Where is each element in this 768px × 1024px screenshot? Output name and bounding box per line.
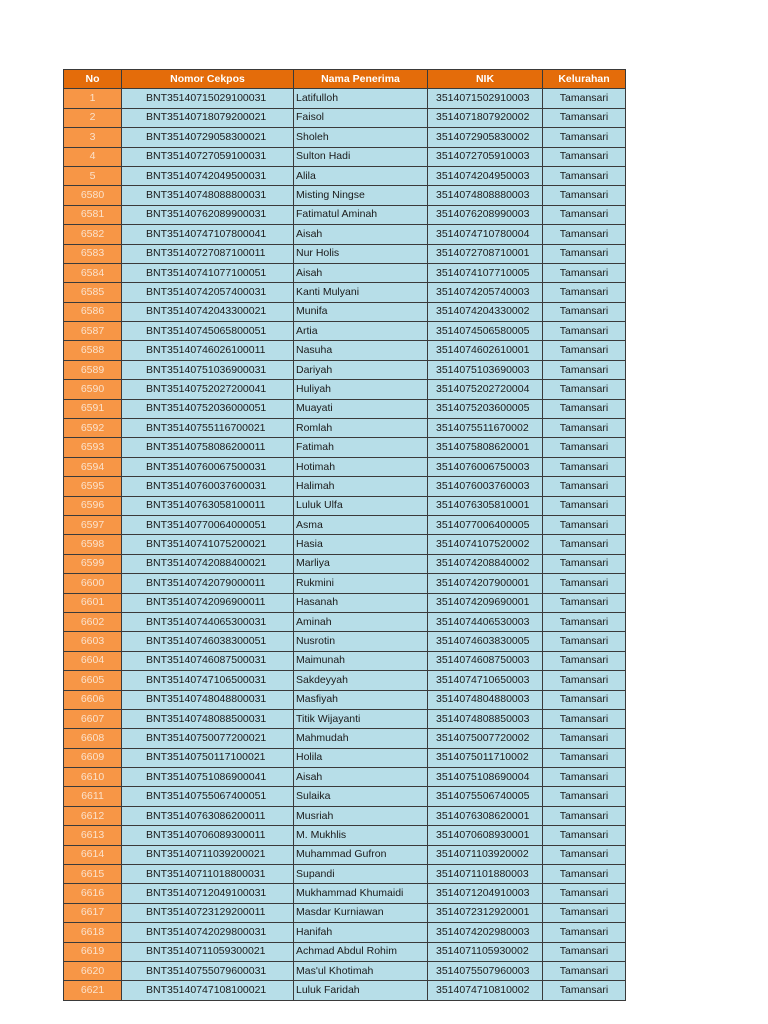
cell-kelurahan: Tamansari bbox=[543, 438, 626, 457]
cell-kelurahan: Tamansari bbox=[543, 225, 626, 244]
cell-nik: 3514074207900001 bbox=[428, 574, 543, 593]
cell-no: 4 bbox=[64, 147, 122, 166]
cell-kelurahan: Tamansari bbox=[543, 612, 626, 631]
cell-nik: 3514074205740003 bbox=[428, 283, 543, 302]
cell-nik: 3514076305810001 bbox=[428, 496, 543, 515]
cell-no: 6616 bbox=[64, 884, 122, 903]
cell-no: 6620 bbox=[64, 961, 122, 980]
cell-no: 2 bbox=[64, 108, 122, 127]
cell-nama-penerima: Fatimatul Aminah bbox=[294, 205, 428, 224]
cell-nomor-cekpos: BNT35140762089900031 bbox=[122, 205, 294, 224]
cell-nomor-cekpos: BNT35140760067500031 bbox=[122, 457, 294, 476]
cell-nomor-cekpos: BNT35140747106500031 bbox=[122, 671, 294, 690]
table-row bbox=[64, 981, 626, 1000]
cell-kelurahan: Tamansari bbox=[543, 845, 626, 864]
cell-kelurahan: Tamansari bbox=[543, 942, 626, 961]
table-row bbox=[64, 283, 626, 302]
cell-nama-penerima: Aminah bbox=[294, 612, 428, 631]
cell-nomor-cekpos: BNT35140747108100021 bbox=[122, 981, 294, 1000]
cell-kelurahan: Tamansari bbox=[543, 477, 626, 496]
cell-kelurahan: Tamansari bbox=[543, 865, 626, 884]
cell-kelurahan: Tamansari bbox=[543, 186, 626, 205]
cell-no: 6598 bbox=[64, 535, 122, 554]
cell-nik: 3514071101880003 bbox=[428, 865, 543, 884]
cell-nama-penerima: Sakdeyyah bbox=[294, 671, 428, 690]
cell-nama-penerima: Muayati bbox=[294, 399, 428, 418]
cell-no: 6605 bbox=[64, 671, 122, 690]
cell-nik: 3514075202720004 bbox=[428, 380, 543, 399]
table-row bbox=[64, 806, 626, 825]
cell-nomor-cekpos: BNT35140755067400051 bbox=[122, 787, 294, 806]
cell-nik: 3514074603830005 bbox=[428, 632, 543, 651]
cell-no: 6621 bbox=[64, 981, 122, 1000]
cell-kelurahan: Tamansari bbox=[543, 147, 626, 166]
cell-nik: 3514074506580005 bbox=[428, 322, 543, 341]
cell-nik: 3514075203600005 bbox=[428, 399, 543, 418]
cell-kelurahan: Tamansari bbox=[543, 593, 626, 612]
cell-no: 6601 bbox=[64, 593, 122, 612]
cell-kelurahan: Tamansari bbox=[543, 748, 626, 767]
cell-nama-penerima: Hanifah bbox=[294, 923, 428, 942]
cell-kelurahan: Tamansari bbox=[543, 787, 626, 806]
cell-nama-penerima: Nusrotin bbox=[294, 632, 428, 651]
column-header-no: No bbox=[64, 70, 122, 89]
cell-nomor-cekpos: BNT35140715029100031 bbox=[122, 89, 294, 108]
table-row bbox=[64, 457, 626, 476]
cell-nama-penerima: Fatimah bbox=[294, 438, 428, 457]
cell-no: 6589 bbox=[64, 360, 122, 379]
table-row bbox=[64, 360, 626, 379]
table-row bbox=[64, 244, 626, 263]
cell-nomor-cekpos: BNT35140729058300021 bbox=[122, 128, 294, 147]
cell-nama-penerima: Sulton Hadi bbox=[294, 147, 428, 166]
cell-nama-penerima: Marliya bbox=[294, 554, 428, 573]
cell-nomor-cekpos: BNT35140706089300011 bbox=[122, 826, 294, 845]
table-row bbox=[64, 961, 626, 980]
cell-kelurahan: Tamansari bbox=[543, 496, 626, 515]
table-row bbox=[64, 690, 626, 709]
cell-kelurahan: Tamansari bbox=[543, 166, 626, 185]
cell-nama-penerima: Sholeh bbox=[294, 128, 428, 147]
cell-kelurahan: Tamansari bbox=[543, 884, 626, 903]
column-header-nik: NIK bbox=[428, 70, 543, 89]
cell-kelurahan: Tamansari bbox=[543, 554, 626, 573]
cell-nomor-cekpos: BNT35140718079200021 bbox=[122, 108, 294, 127]
cell-no: 6585 bbox=[64, 283, 122, 302]
cell-nama-penerima: Aisah bbox=[294, 225, 428, 244]
cell-nama-penerima: Luluk Ulfa bbox=[294, 496, 428, 515]
cell-nama-penerima: Maimunah bbox=[294, 651, 428, 670]
table-row bbox=[64, 496, 626, 515]
cell-kelurahan: Tamansari bbox=[543, 302, 626, 321]
cell-kelurahan: Tamansari bbox=[543, 457, 626, 476]
cell-nik: 3514071204910003 bbox=[428, 884, 543, 903]
cell-nama-penerima: Aisah bbox=[294, 263, 428, 282]
table-row bbox=[64, 419, 626, 438]
cell-nama-penerima: Luluk Faridah bbox=[294, 981, 428, 1000]
cell-nama-penerima: Masdar Kurniawan bbox=[294, 903, 428, 922]
cell-nomor-cekpos: BNT35140711018800031 bbox=[122, 865, 294, 884]
table-row bbox=[64, 341, 626, 360]
cell-no: 6599 bbox=[64, 554, 122, 573]
cell-no: 6610 bbox=[64, 768, 122, 787]
column-header-kelurahan: Kelurahan bbox=[543, 70, 626, 89]
cell-kelurahan: Tamansari bbox=[543, 341, 626, 360]
cell-nik: 3514075011710002 bbox=[428, 748, 543, 767]
cell-no: 6593 bbox=[64, 438, 122, 457]
table-row bbox=[64, 826, 626, 845]
cell-nomor-cekpos: BNT35140750117100021 bbox=[122, 748, 294, 767]
cell-kelurahan: Tamansari bbox=[543, 322, 626, 341]
cell-kelurahan: Tamansari bbox=[543, 961, 626, 980]
cell-nik: 3514075507960003 bbox=[428, 961, 543, 980]
cell-kelurahan: Tamansari bbox=[543, 515, 626, 534]
cell-no: 6587 bbox=[64, 322, 122, 341]
column-header-nomor-cekpos: Nomor Cekpos bbox=[122, 70, 294, 89]
cell-no: 5 bbox=[64, 166, 122, 185]
cell-nik: 3514075007720002 bbox=[428, 729, 543, 748]
cell-nik: 3514074107710005 bbox=[428, 263, 543, 282]
cell-nik: 3514075506740005 bbox=[428, 787, 543, 806]
cell-nik: 3514074608750003 bbox=[428, 651, 543, 670]
cell-kelurahan: Tamansari bbox=[543, 709, 626, 728]
cell-nik: 3514074107520002 bbox=[428, 535, 543, 554]
cell-nomor-cekpos: BNT35140746038300051 bbox=[122, 632, 294, 651]
table-row bbox=[64, 709, 626, 728]
cell-kelurahan: Tamansari bbox=[543, 399, 626, 418]
cell-nomor-cekpos: BNT35140727087100011 bbox=[122, 244, 294, 263]
cell-nik: 3514074202980003 bbox=[428, 923, 543, 942]
cell-nomor-cekpos: BNT35140742049500031 bbox=[122, 166, 294, 185]
table-header bbox=[64, 70, 626, 89]
cell-kelurahan: Tamansari bbox=[543, 923, 626, 942]
cell-kelurahan: Tamansari bbox=[543, 360, 626, 379]
header-row bbox=[64, 70, 626, 89]
table-row bbox=[64, 515, 626, 534]
table-row bbox=[64, 108, 626, 127]
cell-nik: 3514077006400005 bbox=[428, 515, 543, 534]
cell-no: 6619 bbox=[64, 942, 122, 961]
cell-nomor-cekpos: BNT35140741077100051 bbox=[122, 263, 294, 282]
table-row bbox=[64, 399, 626, 418]
table-row bbox=[64, 748, 626, 767]
cell-kelurahan: Tamansari bbox=[543, 419, 626, 438]
cell-no: 6606 bbox=[64, 690, 122, 709]
cell-nik: 3514071807920002 bbox=[428, 108, 543, 127]
cell-nama-penerima: Huliyah bbox=[294, 380, 428, 399]
cell-nomor-cekpos: BNT35140763086200011 bbox=[122, 806, 294, 825]
cell-nama-penerima: Aisah bbox=[294, 768, 428, 787]
table-row bbox=[64, 651, 626, 670]
cell-nomor-cekpos: BNT35140746087500031 bbox=[122, 651, 294, 670]
cell-kelurahan: Tamansari bbox=[543, 651, 626, 670]
cell-nik: 3514074710810002 bbox=[428, 981, 543, 1000]
cell-nomor-cekpos: BNT35140760037600031 bbox=[122, 477, 294, 496]
cell-kelurahan: Tamansari bbox=[543, 574, 626, 593]
cell-nomor-cekpos: BNT35140752027200041 bbox=[122, 380, 294, 399]
cell-nomor-cekpos: BNT35140711059300021 bbox=[122, 942, 294, 961]
cell-kelurahan: Tamansari bbox=[543, 263, 626, 282]
table-row bbox=[64, 903, 626, 922]
cell-no: 6591 bbox=[64, 399, 122, 418]
cell-no: 6603 bbox=[64, 632, 122, 651]
cell-nama-penerima: Sulaika bbox=[294, 787, 428, 806]
cell-nomor-cekpos: BNT35140742088400021 bbox=[122, 554, 294, 573]
cell-kelurahan: Tamansari bbox=[543, 244, 626, 263]
table-body bbox=[64, 89, 626, 1000]
cell-no: 6617 bbox=[64, 903, 122, 922]
cell-nama-penerima: Faisol bbox=[294, 108, 428, 127]
table-row bbox=[64, 884, 626, 903]
table-row bbox=[64, 380, 626, 399]
cell-nomor-cekpos: BNT35140741075200021 bbox=[122, 535, 294, 554]
cell-nomor-cekpos: BNT35140742096900011 bbox=[122, 593, 294, 612]
cell-no: 6602 bbox=[64, 612, 122, 631]
cell-nomor-cekpos: BNT35140746026100011 bbox=[122, 341, 294, 360]
cell-kelurahan: Tamansari bbox=[543, 283, 626, 302]
cell-kelurahan: Tamansari bbox=[543, 981, 626, 1000]
cell-kelurahan: Tamansari bbox=[543, 671, 626, 690]
cell-no: 6592 bbox=[64, 419, 122, 438]
cell-nama-penerima: Alila bbox=[294, 166, 428, 185]
cell-nama-penerima: Hotimah bbox=[294, 457, 428, 476]
cell-no: 6597 bbox=[64, 515, 122, 534]
cell-no: 6580 bbox=[64, 186, 122, 205]
table-row bbox=[64, 671, 626, 690]
cell-no: 6590 bbox=[64, 380, 122, 399]
cell-kelurahan: Tamansari bbox=[543, 128, 626, 147]
cell-nik: 3514076208990003 bbox=[428, 205, 543, 224]
cell-nik: 3514071105930002 bbox=[428, 942, 543, 961]
cell-nik: 3514074710650003 bbox=[428, 671, 543, 690]
cell-nik: 3514072905830002 bbox=[428, 128, 543, 147]
cell-nik: 3514076003760003 bbox=[428, 477, 543, 496]
cell-kelurahan: Tamansari bbox=[543, 108, 626, 127]
cell-nik: 3514076308620001 bbox=[428, 806, 543, 825]
cell-nama-penerima: Nur Holis bbox=[294, 244, 428, 263]
cell-nomor-cekpos: BNT35140750077200021 bbox=[122, 729, 294, 748]
cell-kelurahan: Tamansari bbox=[543, 690, 626, 709]
cell-no: 6612 bbox=[64, 806, 122, 825]
table-row bbox=[64, 302, 626, 321]
cell-nama-penerima: Holila bbox=[294, 748, 428, 767]
cell-nik: 3514074602610001 bbox=[428, 341, 543, 360]
cell-nomor-cekpos: BNT35140742057400031 bbox=[122, 283, 294, 302]
cell-no: 6604 bbox=[64, 651, 122, 670]
table-row bbox=[64, 865, 626, 884]
cell-nama-penerima: Mas'ul Khotimah bbox=[294, 961, 428, 980]
cell-no: 6584 bbox=[64, 263, 122, 282]
cell-nik: 3514074710780004 bbox=[428, 225, 543, 244]
table-row bbox=[64, 166, 626, 185]
cell-no: 6618 bbox=[64, 923, 122, 942]
cell-kelurahan: Tamansari bbox=[543, 632, 626, 651]
table-row bbox=[64, 477, 626, 496]
table-row bbox=[64, 923, 626, 942]
cell-kelurahan: Tamansari bbox=[543, 380, 626, 399]
cell-nama-penerima: Musriah bbox=[294, 806, 428, 825]
cell-nomor-cekpos: BNT35140752036000051 bbox=[122, 399, 294, 418]
cell-nomor-cekpos: BNT35140751086900041 bbox=[122, 768, 294, 787]
table-row bbox=[64, 535, 626, 554]
table-row bbox=[64, 632, 626, 651]
cell-nomor-cekpos: BNT35140747107800041 bbox=[122, 225, 294, 244]
table-row bbox=[64, 128, 626, 147]
cell-nama-penerima: Titik Wijayanti bbox=[294, 709, 428, 728]
cell-nik: 3514074406530003 bbox=[428, 612, 543, 631]
cell-no: 6586 bbox=[64, 302, 122, 321]
cell-nik: 3514070608930001 bbox=[428, 826, 543, 845]
cell-nama-penerima: Latifulloh bbox=[294, 89, 428, 108]
cell-nama-penerima: Halimah bbox=[294, 477, 428, 496]
cell-nik: 3514072312920001 bbox=[428, 903, 543, 922]
table-row bbox=[64, 787, 626, 806]
cell-nama-penerima: Rukmini bbox=[294, 574, 428, 593]
cell-nomor-cekpos: BNT35140712049100031 bbox=[122, 884, 294, 903]
cell-nama-penerima: Hasanah bbox=[294, 593, 428, 612]
cell-nama-penerima: Mukhammad Khumaidi bbox=[294, 884, 428, 903]
table-row bbox=[64, 322, 626, 341]
table-row bbox=[64, 263, 626, 282]
cell-nama-penerima: Romlah bbox=[294, 419, 428, 438]
cell-nama-penerima: Asma bbox=[294, 515, 428, 534]
cell-nik: 3514074804880003 bbox=[428, 690, 543, 709]
table-row bbox=[64, 768, 626, 787]
cell-nomor-cekpos: BNT35140742029800031 bbox=[122, 923, 294, 942]
cell-nomor-cekpos: BNT35140748088500031 bbox=[122, 709, 294, 728]
cell-nik: 3514074204330002 bbox=[428, 302, 543, 321]
cell-nomor-cekpos: BNT35140727059100031 bbox=[122, 147, 294, 166]
cell-nik: 3514072705910003 bbox=[428, 147, 543, 166]
cell-nik: 3514075103690003 bbox=[428, 360, 543, 379]
cell-no: 6594 bbox=[64, 457, 122, 476]
cell-nik: 3514074204950003 bbox=[428, 166, 543, 185]
cell-nik: 3514074808850003 bbox=[428, 709, 543, 728]
cell-nomor-cekpos: BNT35140742079000011 bbox=[122, 574, 294, 593]
table-row bbox=[64, 612, 626, 631]
cell-no: 6611 bbox=[64, 787, 122, 806]
cell-no: 1 bbox=[64, 89, 122, 108]
cell-nama-penerima: Kanti Mulyani bbox=[294, 283, 428, 302]
cell-nik: 3514074808880003 bbox=[428, 186, 543, 205]
recipient-table bbox=[63, 69, 626, 1001]
cell-kelurahan: Tamansari bbox=[543, 768, 626, 787]
cell-nomor-cekpos: BNT35140755079600031 bbox=[122, 961, 294, 980]
cell-nik: 3514075511670002 bbox=[428, 419, 543, 438]
table-row bbox=[64, 729, 626, 748]
cell-nomor-cekpos: BNT35140751036900031 bbox=[122, 360, 294, 379]
cell-nik: 3514075808620001 bbox=[428, 438, 543, 457]
cell-no: 6609 bbox=[64, 748, 122, 767]
table-row bbox=[64, 205, 626, 224]
cell-nama-penerima: Artia bbox=[294, 322, 428, 341]
cell-nomor-cekpos: BNT35140755116700021 bbox=[122, 419, 294, 438]
cell-nomor-cekpos: BNT35140742043300021 bbox=[122, 302, 294, 321]
cell-nama-penerima: Misting Ningse bbox=[294, 186, 428, 205]
cell-no: 6607 bbox=[64, 709, 122, 728]
cell-no: 3 bbox=[64, 128, 122, 147]
cell-nomor-cekpos: BNT35140758086200011 bbox=[122, 438, 294, 457]
cell-no: 6614 bbox=[64, 845, 122, 864]
cell-nik: 3514074208840002 bbox=[428, 554, 543, 573]
cell-nomor-cekpos: BNT35140748088800031 bbox=[122, 186, 294, 205]
cell-kelurahan: Tamansari bbox=[543, 826, 626, 845]
cell-kelurahan: Tamansari bbox=[543, 903, 626, 922]
cell-nik: 3514071502910003 bbox=[428, 89, 543, 108]
cell-nama-penerima: Masfiyah bbox=[294, 690, 428, 709]
cell-nama-penerima: Hasia bbox=[294, 535, 428, 554]
cell-kelurahan: Tamansari bbox=[543, 205, 626, 224]
table-row bbox=[64, 845, 626, 864]
table-row bbox=[64, 574, 626, 593]
cell-nama-penerima: Mahmudah bbox=[294, 729, 428, 748]
cell-nik: 3514076006750003 bbox=[428, 457, 543, 476]
cell-nomor-cekpos: BNT35140744065300031 bbox=[122, 612, 294, 631]
cell-kelurahan: Tamansari bbox=[543, 89, 626, 108]
cell-nik: 3514075108690004 bbox=[428, 768, 543, 787]
cell-nama-penerima: Supandi bbox=[294, 865, 428, 884]
cell-no: 6613 bbox=[64, 826, 122, 845]
cell-nama-penerima: Dariyah bbox=[294, 360, 428, 379]
cell-kelurahan: Tamansari bbox=[543, 806, 626, 825]
cell-nomor-cekpos: BNT35140770064000051 bbox=[122, 515, 294, 534]
cell-nik: 3514072708710001 bbox=[428, 244, 543, 263]
table-row bbox=[64, 554, 626, 573]
cell-no: 6615 bbox=[64, 865, 122, 884]
cell-nama-penerima: M. Mukhlis bbox=[294, 826, 428, 845]
cell-nomor-cekpos: BNT35140745065800051 bbox=[122, 322, 294, 341]
table-row bbox=[64, 438, 626, 457]
table-row bbox=[64, 186, 626, 205]
column-header-nama-penerima: Nama Penerima bbox=[294, 70, 428, 89]
cell-nomor-cekpos: BNT35140723129200011 bbox=[122, 903, 294, 922]
cell-no: 6608 bbox=[64, 729, 122, 748]
cell-no: 6583 bbox=[64, 244, 122, 263]
cell-kelurahan: Tamansari bbox=[543, 535, 626, 554]
cell-nama-penerima: Muhammad Gufron bbox=[294, 845, 428, 864]
cell-kelurahan: Tamansari bbox=[543, 729, 626, 748]
cell-no: 6600 bbox=[64, 574, 122, 593]
cell-no: 6588 bbox=[64, 341, 122, 360]
table-row bbox=[64, 147, 626, 166]
cell-nik: 3514071103920002 bbox=[428, 845, 543, 864]
cell-nama-penerima: Munifa bbox=[294, 302, 428, 321]
table-row bbox=[64, 942, 626, 961]
cell-no: 6581 bbox=[64, 205, 122, 224]
cell-nomor-cekpos: BNT35140748048800031 bbox=[122, 690, 294, 709]
cell-nama-penerima: Nasuha bbox=[294, 341, 428, 360]
cell-no: 6595 bbox=[64, 477, 122, 496]
table-row bbox=[64, 593, 626, 612]
cell-nomor-cekpos: BNT35140763058100011 bbox=[122, 496, 294, 515]
cell-nama-penerima: Achmad Abdul Rohim bbox=[294, 942, 428, 961]
cell-no: 6582 bbox=[64, 225, 122, 244]
table-row bbox=[64, 225, 626, 244]
cell-nomor-cekpos: BNT35140711039200021 bbox=[122, 845, 294, 864]
cell-no: 6596 bbox=[64, 496, 122, 515]
table-row bbox=[64, 89, 626, 108]
cell-nik: 3514074209690001 bbox=[428, 593, 543, 612]
